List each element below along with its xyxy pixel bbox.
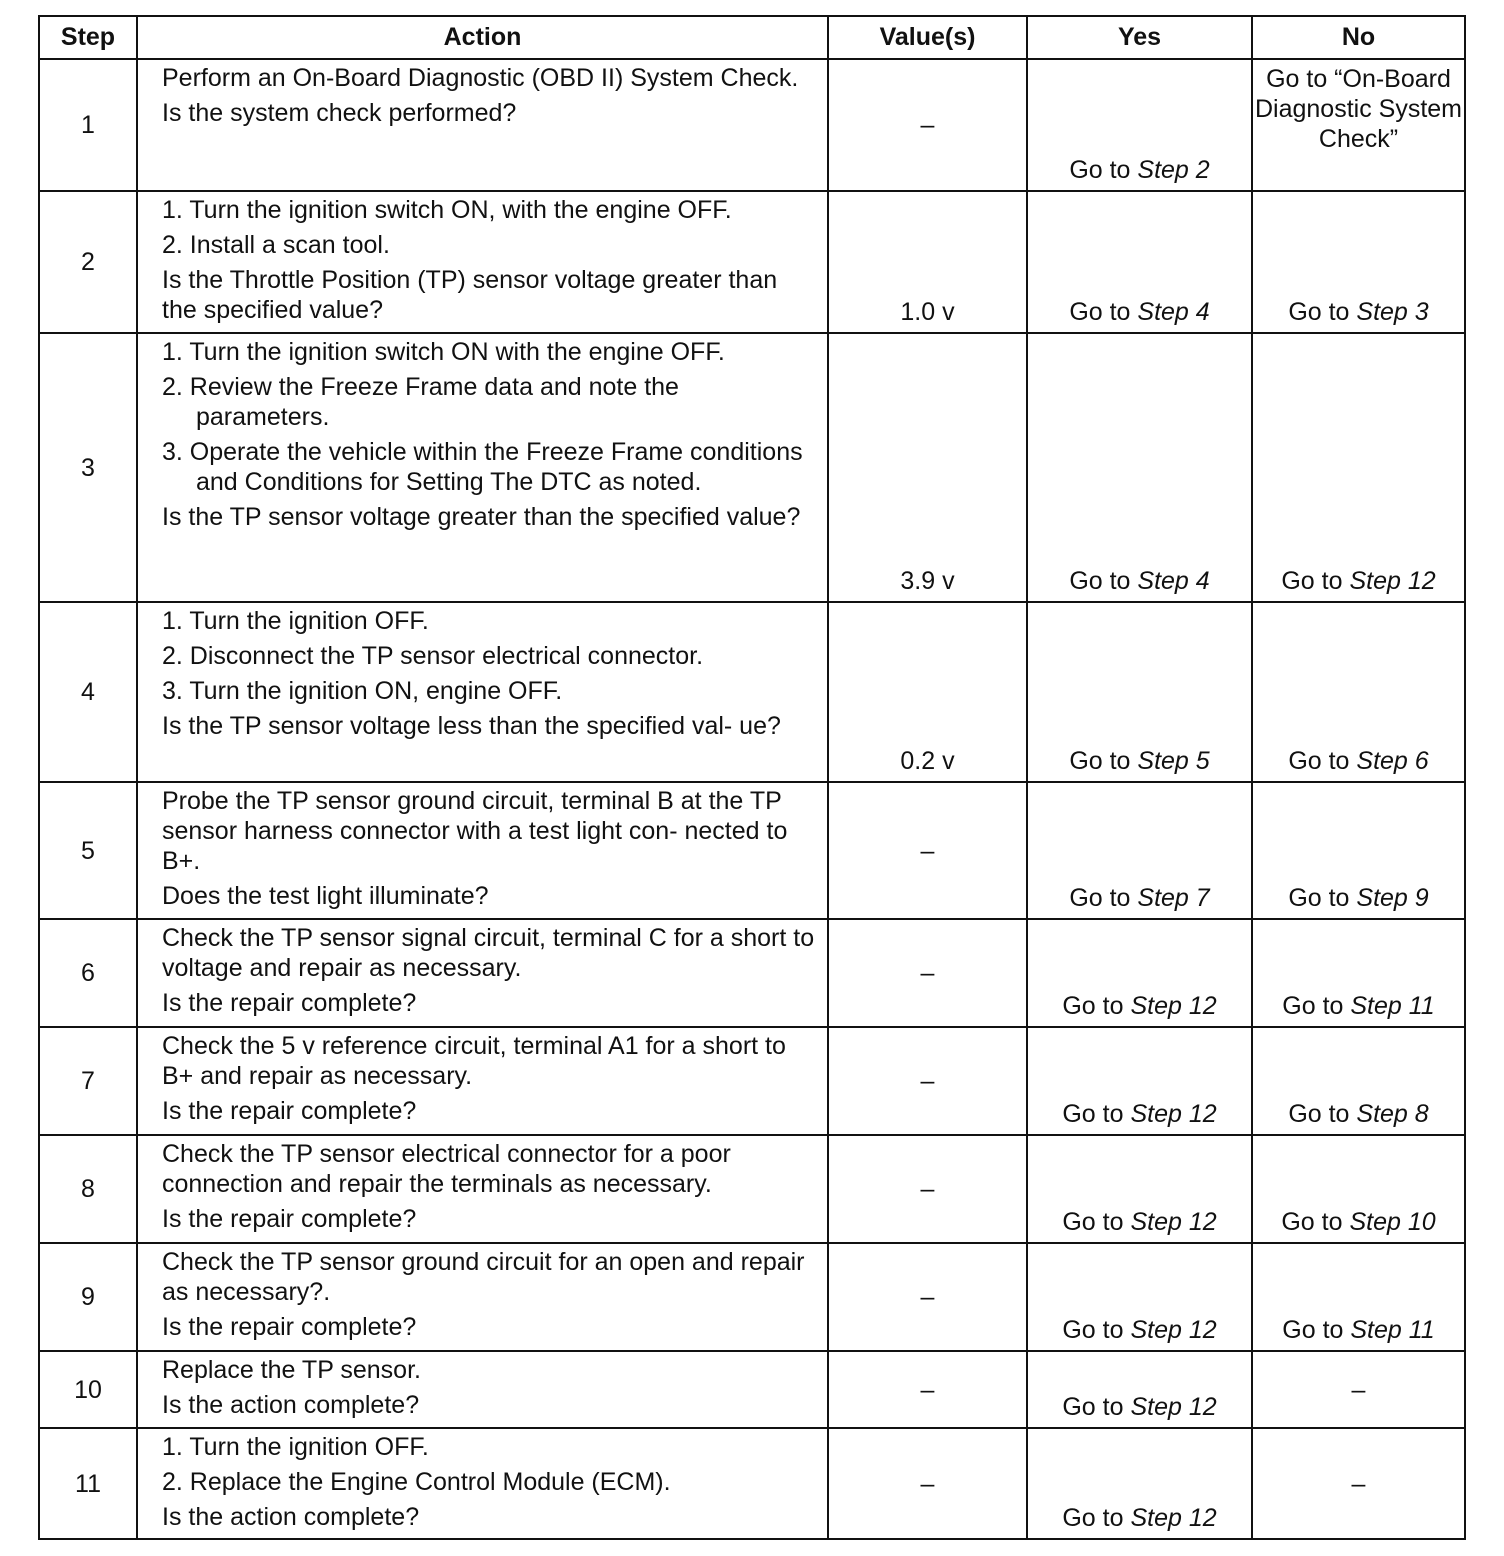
action-cell <box>137 602 828 782</box>
action-cell <box>137 1135 828 1243</box>
yes-cell <box>1027 919 1252 1027</box>
header-action: Action <box>137 16 828 59</box>
no-step: Step 3 <box>1356 298 1429 326</box>
action-cell <box>137 919 828 1027</box>
action-substep: 2. Disconnect the TP sensor electrical connector. <box>162 642 704 670</box>
no-step: Step 11 <box>1350 992 1435 1020</box>
header-row <box>39 16 1465 59</box>
action-cell <box>137 1351 828 1428</box>
action-text: Check the TP sensor ground circuit for an open and repair as necessary?. <box>162 1248 805 1306</box>
yes-cell <box>1027 1428 1252 1539</box>
value-cell: – <box>828 1428 1027 1539</box>
no-cell <box>1252 1243 1465 1351</box>
action-question: Is the repair complete? <box>162 1097 417 1125</box>
header-step: Step <box>39 16 137 59</box>
table-row <box>39 1351 1465 1428</box>
table-row <box>39 1135 1465 1243</box>
action-cell <box>137 782 828 919</box>
no-cell: – <box>1252 1351 1465 1428</box>
action-cell <box>137 1027 828 1135</box>
step-number: 3 <box>39 333 137 602</box>
action-cell <box>137 59 828 191</box>
yes-prefix: Go to <box>1062 1100 1131 1128</box>
yes-prefix: Go to <box>1069 884 1138 912</box>
no-prefix: Go to <box>1288 298 1357 326</box>
action-cell <box>137 1243 828 1351</box>
action-question: Is the repair complete? <box>162 989 417 1017</box>
yes-prefix: Go to <box>1062 992 1131 1020</box>
yes-step: Step 7 <box>1137 884 1210 912</box>
action-substep: 3. Turn the ignition ON, engine OFF. <box>162 677 563 705</box>
table-row <box>39 602 1465 782</box>
table-row <box>39 1027 1465 1135</box>
no-prefix: Go to <box>1288 884 1357 912</box>
yes-prefix: Go to <box>1062 1504 1131 1532</box>
step-number: 2 <box>39 191 137 333</box>
action-substep: 2. Replace the Engine Control Module (ECM). <box>162 1468 671 1496</box>
yes-step: Step 4 <box>1137 298 1210 326</box>
yes-step: Step 12 <box>1130 1208 1217 1236</box>
no-prefix: Go to <box>1288 747 1357 775</box>
action-substep: 1. Turn the ignition switch ON, with the engine OFF. <box>162 196 732 224</box>
action-substep: 1. Turn the ignition switch ON with the engine OFF. <box>162 338 725 366</box>
no-step: Step 8 <box>1356 1100 1429 1128</box>
action-text: Probe the TP sensor ground circuit, terminal B at the TP sensor harness connector with a test light con- nected to B+. <box>162 787 788 875</box>
no-cell <box>1252 1135 1465 1243</box>
yes-cell <box>1027 1243 1252 1351</box>
yes-prefix: Go to <box>1069 156 1138 184</box>
yes-step: Step 4 <box>1137 567 1210 595</box>
no-cell <box>1252 782 1465 919</box>
action-cell <box>137 1428 828 1539</box>
yes-prefix: Go to <box>1062 1208 1131 1236</box>
yes-step: Step 12 <box>1130 992 1217 1020</box>
yes-step: Step 12 <box>1130 1504 1217 1532</box>
step-number: 9 <box>39 1243 137 1351</box>
no-prefix: Go to <box>1288 1100 1357 1128</box>
action-cell <box>137 333 828 602</box>
action-question: Does the test light illuminate? <box>162 882 489 910</box>
no-cell <box>1252 919 1465 1027</box>
header-values: Value(s) <box>828 16 1027 59</box>
action-text: Perform an On-Board Diagnostic (OBD II) System Check. <box>162 64 799 92</box>
action-question: Is the TP sensor voltage greater than the specified value? <box>162 503 801 531</box>
action-substep: 2. Install a scan tool. <box>162 231 390 259</box>
no-cell <box>1252 191 1465 333</box>
table-row <box>39 333 1465 602</box>
yes-cell <box>1027 602 1252 782</box>
value-cell: – <box>828 59 1027 191</box>
table-row <box>39 191 1465 333</box>
yes-cell <box>1027 1351 1252 1428</box>
action-question: Is the action complete? <box>162 1503 420 1531</box>
action-substep: 2. Review the Freeze Frame data and note the parameters. <box>162 373 679 431</box>
no-text: Go to “On-Board Diagnostic System Check” <box>1254 65 1463 153</box>
header-no: No <box>1252 16 1465 59</box>
step-number: 7 <box>39 1027 137 1135</box>
no-step: Step 10 <box>1349 1208 1436 1236</box>
step-number: 1 <box>39 59 137 191</box>
table-row <box>39 59 1465 191</box>
action-substep: 3. Operate the vehicle within the Freeze Frame conditions and Conditions for Setting The DTC as noted. <box>162 438 803 496</box>
no-cell <box>1252 602 1465 782</box>
action-substep: 1. Turn the ignition OFF. <box>162 607 429 635</box>
step-number: 4 <box>39 602 137 782</box>
no-step: Step 9 <box>1356 884 1429 912</box>
yes-cell <box>1027 1027 1252 1135</box>
value-cell: – <box>828 1135 1027 1243</box>
value-cell: – <box>828 1027 1027 1135</box>
action-question: Is the system check performed? <box>162 99 517 127</box>
yes-step: Step 12 <box>1130 1316 1217 1344</box>
no-step: Step 6 <box>1356 747 1429 775</box>
value-cell: – <box>828 1351 1027 1428</box>
step-number: 8 <box>39 1135 137 1243</box>
action-text: Check the 5 v reference circuit, terminal A1 for a short to B+ and repair as necessary. <box>162 1032 786 1090</box>
value-cell: – <box>828 1243 1027 1351</box>
no-prefix: Go to <box>1282 1316 1351 1344</box>
no-cell <box>1252 333 1465 602</box>
table-row <box>39 782 1465 919</box>
no-cell <box>1252 59 1465 191</box>
yes-step: Step 12 <box>1130 1100 1217 1128</box>
no-step: Step 12 <box>1349 567 1436 595</box>
action-question: Is the repair complete? <box>162 1313 417 1341</box>
table-row <box>39 1243 1465 1351</box>
value-cell: – <box>828 782 1027 919</box>
yes-cell <box>1027 59 1252 191</box>
header-yes: Yes <box>1027 16 1252 59</box>
no-prefix: Go to <box>1282 992 1351 1020</box>
table-row <box>39 919 1465 1027</box>
no-cell: – <box>1252 1428 1465 1539</box>
diagnostic-table <box>38 15 1466 1540</box>
no-prefix: Go to <box>1281 567 1350 595</box>
action-cell <box>137 191 828 333</box>
yes-step: Step 5 <box>1137 747 1210 775</box>
step-number: 5 <box>39 782 137 919</box>
action-text: Replace the TP sensor. <box>162 1356 421 1384</box>
value-cell: 0.2 v <box>828 602 1027 782</box>
yes-step: Step 2 <box>1137 156 1210 184</box>
step-number: 6 <box>39 919 137 1027</box>
action-question: Is the action complete? <box>162 1391 420 1419</box>
yes-prefix: Go to <box>1062 1316 1131 1344</box>
yes-prefix: Go to <box>1069 567 1138 595</box>
step-number: 10 <box>39 1351 137 1428</box>
yes-step: Step 12 <box>1130 1393 1217 1421</box>
action-question: Is the repair complete? <box>162 1205 417 1233</box>
yes-prefix: Go to <box>1062 1393 1131 1421</box>
action-question: Is the Throttle Position (TP) sensor voltage greater than the specified value? <box>162 266 778 324</box>
value-cell: 1.0 v <box>828 191 1027 333</box>
action-text: Check the TP sensor electrical connector for a poor connection and repair the terminals as necessary. <box>162 1140 731 1198</box>
value-cell: – <box>828 919 1027 1027</box>
no-cell <box>1252 1027 1465 1135</box>
yes-cell <box>1027 782 1252 919</box>
action-substep: 1. Turn the ignition OFF. <box>162 1433 429 1461</box>
yes-cell <box>1027 191 1252 333</box>
yes-prefix: Go to <box>1069 747 1138 775</box>
no-step: Step 11 <box>1350 1316 1435 1344</box>
step-number: 11 <box>39 1428 137 1539</box>
yes-prefix: Go to <box>1069 298 1138 326</box>
no-prefix: Go to <box>1281 1208 1350 1236</box>
action-question: Is the TP sensor voltage less than the specified val- ue? <box>162 712 781 740</box>
yes-cell <box>1027 333 1252 602</box>
value-cell: 3.9 v <box>828 333 1027 602</box>
action-text: Check the TP sensor signal circuit, terminal C for a short to voltage and repair as necessary. <box>162 924 815 982</box>
yes-cell <box>1027 1135 1252 1243</box>
table-row <box>39 1428 1465 1539</box>
